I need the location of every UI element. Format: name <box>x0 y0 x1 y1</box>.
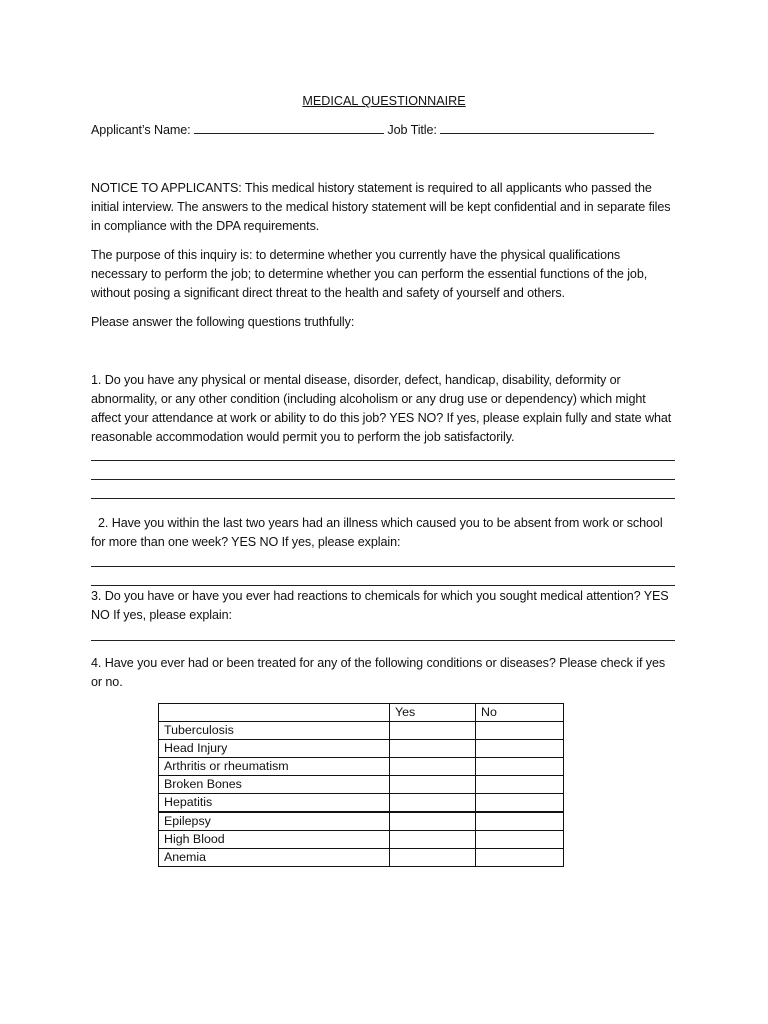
condition-name: Anemia <box>159 849 390 867</box>
table-header-no: No <box>476 704 564 722</box>
question-1: 1. Do you have any physical or mental disease, disorder, defect, handicap, disability, deformity or abnormality, or any other condition (including alcoholism or any drug use or dependency) which might affect your attendance at work or ability to do this job? YES NO? If yes, please explain fully and state what reasonable accommodation would permit you to perform the job satisfactorily. <box>91 373 672 444</box>
answer-line-1c[interactable] <box>91 498 675 499</box>
yes-checkbox-cell[interactable] <box>390 722 476 740</box>
table-row <box>159 758 564 776</box>
no-checkbox-cell[interactable] <box>476 794 564 813</box>
no-checkbox-cell[interactable] <box>476 812 564 831</box>
job-title-label: Job Title: <box>387 123 437 137</box>
yes-checkbox-cell[interactable] <box>390 849 476 867</box>
applicant-line <box>91 120 677 140</box>
applicant-name-field[interactable] <box>194 120 384 134</box>
condition-name: Head Injury <box>159 740 390 758</box>
yes-checkbox-cell[interactable] <box>390 776 476 794</box>
job-title-field[interactable] <box>440 120 654 134</box>
table-row <box>159 776 564 794</box>
yes-checkbox-cell[interactable] <box>390 812 476 831</box>
table-row <box>159 722 564 740</box>
instruction-text: Please answer the following questions truthfully: <box>91 315 355 329</box>
table-row <box>159 812 564 831</box>
page-title: MEDICAL QUESTIONNAIRE <box>302 94 466 108</box>
yes-checkbox-cell[interactable] <box>390 758 476 776</box>
condition-name: Tuberculosis <box>159 722 390 740</box>
table-row <box>159 849 564 867</box>
condition-name: High Blood <box>159 831 390 849</box>
applicant-name-label: Applicant’s Name: <box>91 123 191 137</box>
no-checkbox-cell[interactable] <box>476 849 564 867</box>
yes-checkbox-cell[interactable] <box>390 740 476 758</box>
table-row <box>159 740 564 758</box>
table-row <box>159 794 564 813</box>
table-header-row <box>159 704 564 722</box>
answer-line-3[interactable] <box>91 640 675 641</box>
table-header-condition <box>159 704 390 722</box>
no-checkbox-cell[interactable] <box>476 776 564 794</box>
answer-line-2a[interactable] <box>91 566 675 567</box>
condition-name: Broken Bones <box>159 776 390 794</box>
question-2: 2. Have you within the last two years had an illness which caused you to be absent from work or school for more than one week? YES NO If yes, please explain: <box>91 516 663 549</box>
table-row <box>159 831 564 849</box>
table-header-yes: Yes <box>390 704 476 722</box>
no-checkbox-cell[interactable] <box>476 758 564 776</box>
answer-line-2b[interactable] <box>91 585 675 586</box>
condition-name: Hepatitis <box>159 794 390 813</box>
condition-name: Epilepsy <box>159 812 390 831</box>
no-checkbox-cell[interactable] <box>476 722 564 740</box>
no-checkbox-cell[interactable] <box>476 831 564 849</box>
question-3: 3. Do you have or have you ever had reactions to chemicals for which you sought medical attention? YES NO If yes, please explain: <box>91 589 669 622</box>
no-checkbox-cell[interactable] <box>476 740 564 758</box>
answer-line-1a[interactable] <box>91 460 675 461</box>
answer-line-1b[interactable] <box>91 479 675 480</box>
notice-paragraph: NOTICE TO APPLICANTS: This medical history statement is required to all applicants who passed the initial interview. The answers to the medical history statement will be kept confidential and in separate files in compliance with the DPA requirements. <box>91 181 671 233</box>
yes-checkbox-cell[interactable] <box>390 831 476 849</box>
question-4: 4. Have you ever had or been treated for any of the following conditions or diseases? Please check if yes or no. <box>91 656 666 689</box>
purpose-paragraph: The purpose of this inquiry is: to determine whether you currently have the physical qualifications necessary to perform the job; to determine whether you can perform the essential functions of the job, without posing a significant direct threat to the health and safety of yourself and others. <box>91 248 648 300</box>
yes-checkbox-cell[interactable] <box>390 794 476 813</box>
conditions-table <box>158 703 564 867</box>
condition-name: Arthritis or rheumatism <box>159 758 390 776</box>
